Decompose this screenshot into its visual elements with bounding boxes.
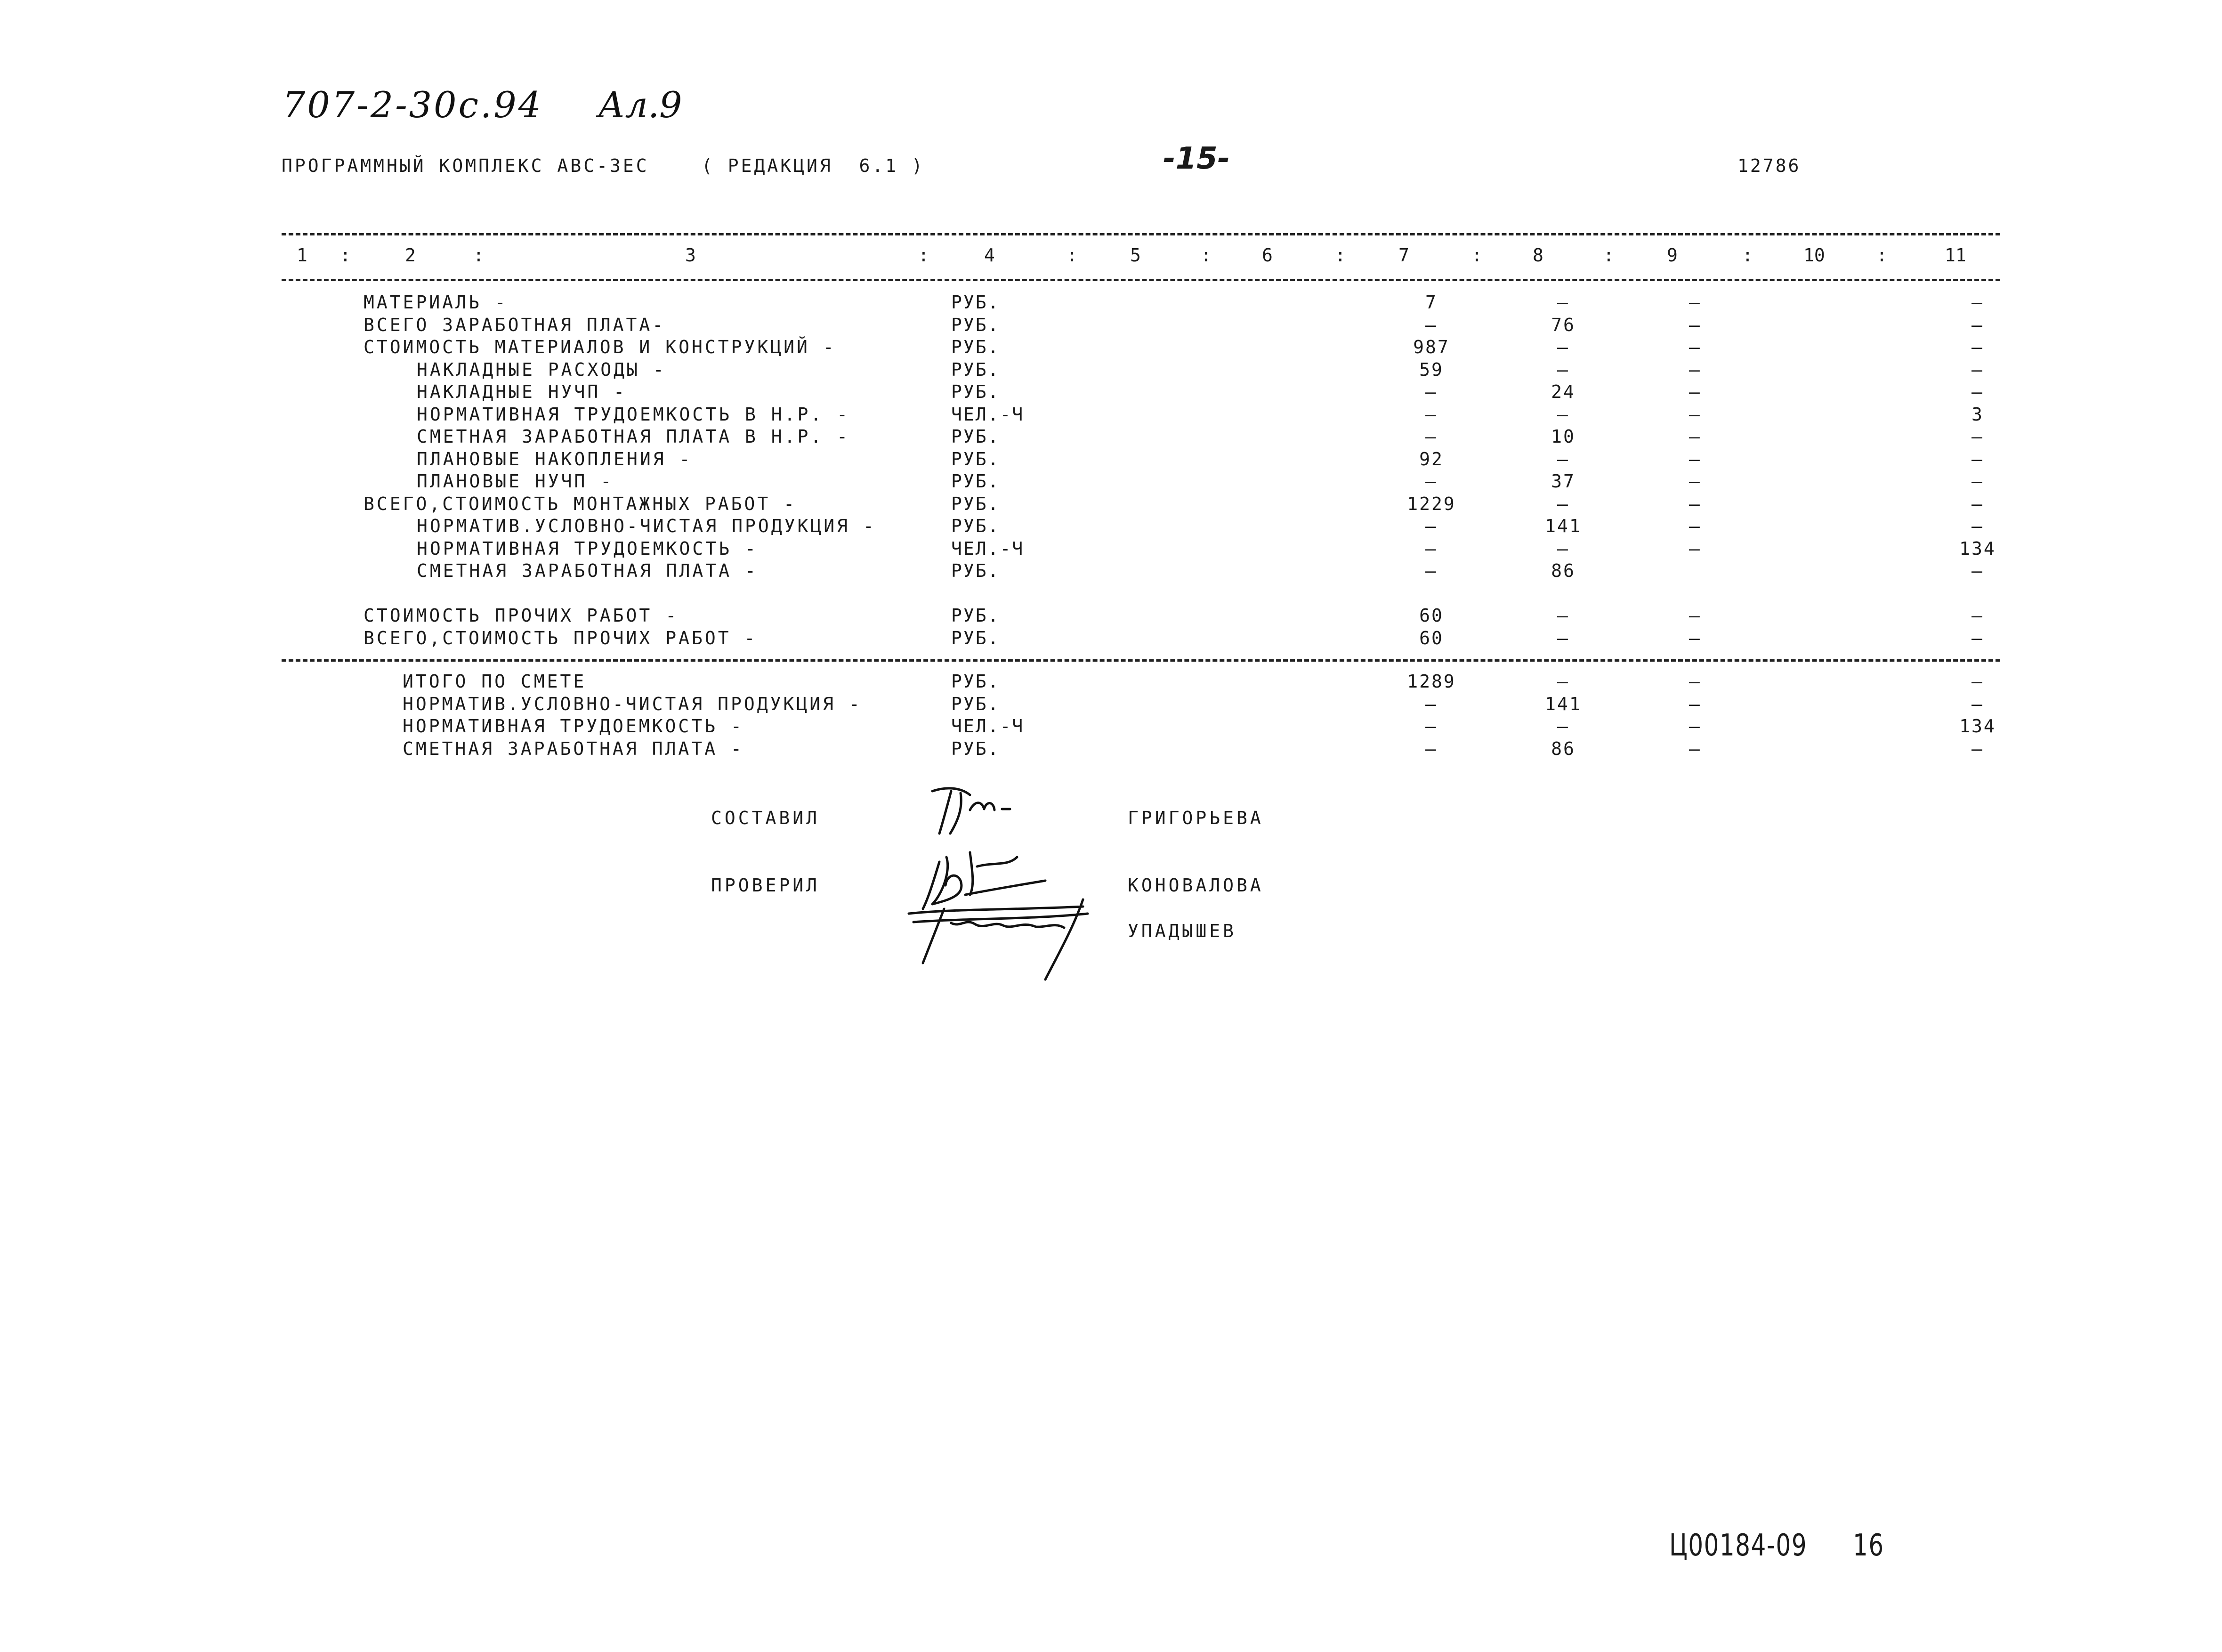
column-header-rule xyxy=(282,279,2000,281)
row-unit: РУБ. xyxy=(951,693,1000,714)
row-value-c9: – xyxy=(1689,538,1701,559)
row-label: НОРМАТИВ.УСЛОВНО-ЧИСТАЯ ПРОДУКЦИЯ - xyxy=(417,516,876,536)
page-number: -15- xyxy=(1163,141,1230,176)
row-value-c8: – xyxy=(1557,605,1569,626)
row-unit: РУБ. xyxy=(951,493,1000,514)
row-value-c7: 92 xyxy=(1419,448,1444,470)
row-unit: ЧЕЛ.-Ч xyxy=(951,538,1025,559)
row-label: НАКЛАДНЫЕ НУЧП - xyxy=(417,381,627,402)
program-edition: ( РЕДАКЦИЯ 6.1 ) xyxy=(702,155,925,176)
row-label: ПЛАНОВЫЕ НАКОПЛЕНИЯ - xyxy=(417,448,693,470)
row-value-c7: – xyxy=(1425,381,1438,402)
row-unit: РУБ. xyxy=(951,337,1000,357)
row-label: СМЕТНАЯ ЗАРАБОТНАЯ ПЛАТА - xyxy=(403,738,744,759)
row-value-c11: – xyxy=(1972,359,1984,380)
row-value-c7: 60 xyxy=(1419,605,1444,626)
column-separator: : xyxy=(918,245,929,266)
row-value-c9: – xyxy=(1689,716,1701,737)
row-unit: ЧЕЛ.-Ч xyxy=(951,716,1025,737)
row-value-c7: – xyxy=(1425,738,1438,759)
row-label: СМЕТНАЯ ЗАРАБОТНАЯ ПЛАТА В Н.Р. - xyxy=(417,426,850,447)
row-value-c7: 987 xyxy=(1413,337,1450,357)
row-value-c11: – xyxy=(1972,516,1984,536)
row-label: НОРМАТИВ.УСЛОВНО-ЧИСТАЯ ПРОДУКЦИЯ - xyxy=(403,693,862,714)
row-unit: РУБ. xyxy=(951,738,1000,759)
row-value-c8: 141 xyxy=(1545,693,1582,714)
row-value-c8: – xyxy=(1557,627,1569,648)
row-unit: ЧЕЛ.-Ч xyxy=(951,404,1025,425)
row-label: ВСЕГО,СТОИМОСТЬ ПРОЧИХ РАБОТ - xyxy=(364,627,758,648)
row-label: ВСЕГО,СТОИМОСТЬ МОНТАЖНЫХ РАБОТ - xyxy=(364,493,797,514)
row-value-c9: – xyxy=(1689,292,1701,313)
column-separator: : xyxy=(1201,245,1212,266)
column-header-8: 8 xyxy=(1533,245,1543,266)
row-value-c9: – xyxy=(1689,381,1701,402)
row-value-c9: – xyxy=(1689,337,1701,357)
row-value-c7: – xyxy=(1425,693,1438,714)
row-value-c11: – xyxy=(1972,493,1984,514)
row-value-c11: 3 xyxy=(1972,404,1984,425)
row-label: МАТЕРИАЛЬ - xyxy=(364,292,508,313)
row-value-c7: – xyxy=(1425,716,1438,737)
column-separator: : xyxy=(1876,245,1887,266)
row-unit: РУБ. xyxy=(951,448,1000,470)
column-header-6: 6 xyxy=(1262,245,1273,266)
row-value-c9: – xyxy=(1689,493,1701,514)
row-value-c11: – xyxy=(1972,471,1984,492)
row-value-c8: 37 xyxy=(1551,471,1576,492)
row-value-c8: 141 xyxy=(1545,516,1582,536)
row-label: ПЛАНОВЫЕ НУЧП - xyxy=(417,471,614,492)
column-header-5: 5 xyxy=(1130,245,1141,266)
row-value-c8: – xyxy=(1557,337,1569,357)
column-header-11: 11 xyxy=(1945,245,1966,266)
column-separator: : xyxy=(1603,245,1614,266)
row-unit: РУБ. xyxy=(951,426,1000,447)
row-value-c8: – xyxy=(1557,538,1569,559)
row-value-c7: 1289 xyxy=(1407,671,1456,692)
row-label: НАКЛАДНЫЕ РАСХОДЫ - xyxy=(417,359,666,380)
compiled-by-label: СОСТАВИЛ xyxy=(711,808,820,828)
program-title: ПРОГРАММНЫЙ КОМПЛЕКС АВС-3ЕС xyxy=(282,155,649,176)
table-top-rule xyxy=(282,233,2000,235)
row-value-c9: – xyxy=(1689,627,1701,648)
row-value-c9: – xyxy=(1689,448,1701,470)
row-value-c9: – xyxy=(1689,738,1701,759)
row-value-c8: 10 xyxy=(1551,426,1576,447)
row-value-c8: – xyxy=(1557,671,1569,692)
row-value-c11: – xyxy=(1972,381,1984,402)
column-header-9: 9 xyxy=(1667,245,1678,266)
row-value-c7: – xyxy=(1425,314,1438,335)
column-separator: : xyxy=(340,245,351,266)
row-unit: РУБ. xyxy=(951,605,1000,626)
row-value-c11: – xyxy=(1972,693,1984,714)
row-unit: РУБ. xyxy=(951,381,1000,402)
row-value-c8: 24 xyxy=(1551,381,1576,402)
row-value-c9: – xyxy=(1689,671,1701,692)
document-number: 12786 xyxy=(1737,155,1801,176)
row-label: ВСЕГО ЗАРАБОТНАЯ ПЛАТА- xyxy=(364,314,666,335)
row-label: НОРМАТИВНАЯ ТРУДОЕМКОСТЬ - xyxy=(403,716,744,737)
row-value-c8: – xyxy=(1557,493,1569,514)
row-unit: РУБ. xyxy=(951,359,1000,380)
row-unit: РУБ. xyxy=(951,314,1000,335)
row-value-c8: 76 xyxy=(1551,314,1576,335)
row-value-c11: – xyxy=(1972,426,1984,447)
row-value-c8: – xyxy=(1557,716,1569,737)
row-value-c11: 134 xyxy=(1959,538,1996,559)
row-label: НОРМАТИВНАЯ ТРУДОЕМКОСТЬ В Н.Р. - xyxy=(417,404,850,425)
row-value-c7: – xyxy=(1425,471,1438,492)
column-header-3: 3 xyxy=(685,245,696,266)
row-unit: РУБ. xyxy=(951,471,1000,492)
row-value-c9: – xyxy=(1689,516,1701,536)
row-label: НОРМАТИВНАЯ ТРУДОЕМКОСТЬ - xyxy=(417,538,758,559)
column-header-1: 1 xyxy=(297,245,307,266)
handwritten-sheet-label: Ал.9 xyxy=(598,84,682,126)
column-header-10: 10 xyxy=(1803,245,1825,266)
row-value-c7: 59 xyxy=(1419,359,1444,380)
row-value-c9: – xyxy=(1689,605,1701,626)
row-value-c9: – xyxy=(1689,359,1701,380)
row-unit: РУБ. xyxy=(951,627,1000,648)
column-header-7: 7 xyxy=(1398,245,1409,266)
archive-stamp-sheet: 16 xyxy=(1853,1528,1884,1563)
column-separator: : xyxy=(473,245,484,266)
row-value-c7: – xyxy=(1425,560,1438,581)
handwritten-signatures xyxy=(895,772,1139,998)
row-value-c9: – xyxy=(1689,426,1701,447)
row-value-c7: – xyxy=(1425,404,1438,425)
checked-by-name: КОНОВАЛОВА xyxy=(1128,875,1264,896)
row-value-c11: – xyxy=(1972,671,1984,692)
row-unit: РУБ. xyxy=(951,516,1000,536)
third-signer-name: УПАДЫШЕВ xyxy=(1128,921,1237,941)
column-separator: : xyxy=(1742,245,1753,266)
row-label: СТОИМОСТЬ ПРОЧИХ РАБОТ - xyxy=(364,605,679,626)
handwritten-project-code: 707-2-30с.94 xyxy=(283,84,543,126)
row-value-c11: – xyxy=(1972,738,1984,759)
row-value-c11: – xyxy=(1972,448,1984,470)
row-unit: РУБ. xyxy=(951,671,1000,692)
row-value-c7: – xyxy=(1425,538,1438,559)
row-value-c9: – xyxy=(1689,314,1701,335)
checked-by-label: ПРОВЕРИЛ xyxy=(711,875,820,896)
column-separator: : xyxy=(1067,245,1077,266)
row-value-c11: 134 xyxy=(1959,716,1996,737)
row-unit: РУБ. xyxy=(951,292,1000,313)
row-value-c11: – xyxy=(1972,627,1984,648)
row-value-c9: – xyxy=(1689,471,1701,492)
column-separator: : xyxy=(1471,245,1482,266)
row-label: СТОИМОСТЬ МАТЕРИАЛОВ И КОНСТРУКЦИЙ - xyxy=(364,337,836,357)
row-value-c7: – xyxy=(1425,426,1438,447)
column-header-2: 2 xyxy=(405,245,416,266)
total-separator-rule xyxy=(282,659,2000,662)
row-value-c11: – xyxy=(1972,605,1984,626)
row-value-c7: 7 xyxy=(1425,292,1438,313)
row-value-c8: 86 xyxy=(1551,560,1576,581)
archive-stamp-code: Ц00184-09 xyxy=(1669,1528,1808,1563)
row-value-c8: – xyxy=(1557,292,1569,313)
row-value-c11: – xyxy=(1972,314,1984,335)
row-value-c7: – xyxy=(1425,516,1438,536)
row-label: ИТОГО ПО СМЕТЕ xyxy=(403,671,587,692)
row-value-c8: – xyxy=(1557,359,1569,380)
row-value-c11: – xyxy=(1972,292,1984,313)
column-header-4: 4 xyxy=(984,245,995,266)
row-unit: РУБ. xyxy=(951,560,1000,581)
row-value-c7: 60 xyxy=(1419,627,1444,648)
row-value-c11: – xyxy=(1972,337,1984,357)
row-value-c7: 1229 xyxy=(1407,493,1456,514)
column-separator: : xyxy=(1335,245,1346,266)
row-value-c9: – xyxy=(1689,693,1701,714)
row-value-c8: – xyxy=(1557,404,1569,425)
row-value-c9: – xyxy=(1689,404,1701,425)
row-value-c8: 86 xyxy=(1551,738,1576,759)
row-label: СМЕТНАЯ ЗАРАБОТНАЯ ПЛАТА - xyxy=(417,560,758,581)
row-value-c11: – xyxy=(1972,560,1984,581)
compiled-by-name: ГРИГОРЬЕВА xyxy=(1128,808,1264,828)
row-value-c8: – xyxy=(1557,448,1569,470)
